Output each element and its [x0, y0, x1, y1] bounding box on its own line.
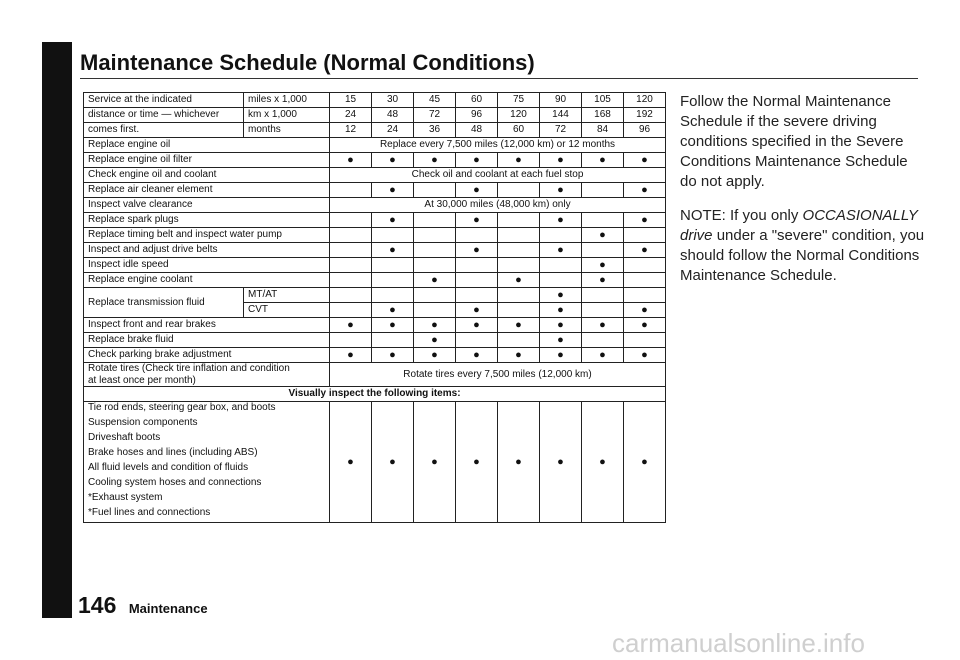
mark-cell: [330, 318, 372, 333]
item-label: Replace timing belt and inspect water pump: [84, 228, 330, 243]
mark-cell: [582, 258, 624, 273]
mark-cell: [330, 348, 372, 363]
service-dot: ●: [641, 183, 648, 196]
mark-cell: [372, 273, 414, 288]
watermark: carmanualsonline.info: [612, 628, 865, 658]
mark-cell: [372, 303, 414, 318]
table-row: [84, 402, 666, 523]
service-dot: ●: [389, 318, 396, 331]
mark-cell: [498, 243, 540, 258]
header-row: [84, 108, 666, 123]
mark-cell: [330, 273, 372, 288]
miles-interval: 75: [498, 93, 540, 108]
mark-cell: [414, 273, 456, 288]
item-label: Replace spark plugs: [84, 213, 330, 228]
mark-cell: [582, 402, 624, 523]
miles-interval: 120: [624, 93, 666, 108]
mark-cell: [540, 273, 582, 288]
mark-cell: [372, 348, 414, 363]
months-interval: 84: [582, 123, 624, 138]
table-row: [84, 168, 666, 183]
service-dot: ●: [515, 273, 522, 286]
mark-cell: [624, 243, 666, 258]
title-rule: [80, 78, 918, 79]
service-dot: ●: [347, 318, 354, 331]
mark-cell: [624, 333, 666, 348]
service-dot: ●: [557, 288, 564, 301]
service-dot: ●: [389, 183, 396, 196]
mark-cell: [414, 318, 456, 333]
item-label: Replace brake fluid: [84, 333, 330, 348]
mark-cell: [330, 303, 372, 318]
months-interval: 60: [498, 123, 540, 138]
service-dot: ●: [557, 333, 564, 346]
mark-cell: [498, 303, 540, 318]
mark-cell: [498, 333, 540, 348]
service-dot: ●: [641, 243, 648, 256]
mark-cell: [582, 303, 624, 318]
mark-cell: [582, 243, 624, 258]
mark-cell: [540, 333, 582, 348]
mark-cell: [330, 183, 372, 198]
mark-cell: [330, 258, 372, 273]
mark-cell: [414, 153, 456, 168]
service-dot: ●: [431, 333, 438, 346]
list-item: *Fuel lines and connections: [88, 507, 211, 518]
miles-interval: 90: [540, 93, 582, 108]
mark-cell: [330, 402, 372, 523]
service-dot: ●: [599, 153, 606, 166]
mark-cell: [414, 183, 456, 198]
mark-cell: [624, 213, 666, 228]
mark-cell: [372, 258, 414, 273]
service-dot: ●: [641, 303, 648, 316]
visual-heading: Visually inspect the following items:: [84, 387, 666, 402]
service-dot: ●: [389, 243, 396, 256]
service-dot: ●: [431, 348, 438, 361]
service-dot: ●: [389, 348, 396, 361]
mark-cell: [498, 258, 540, 273]
months-interval: 96: [624, 123, 666, 138]
item-label: Inspect valve clearance: [84, 198, 330, 213]
mark-cell: [498, 288, 540, 303]
mark-cell: [456, 348, 498, 363]
sub-label: MT/AT: [244, 288, 330, 303]
service-label: comes first.: [84, 123, 244, 138]
mark-cell: [540, 303, 582, 318]
service-dot: ●: [599, 273, 606, 286]
service-dot: ●: [599, 258, 606, 271]
service-dot: ●: [515, 348, 522, 361]
mark-cell: [624, 258, 666, 273]
unit-label: months: [244, 123, 330, 138]
service-dot: ●: [641, 213, 648, 226]
mark-cell: [414, 243, 456, 258]
service-dot: ●: [389, 303, 396, 316]
item-note: Rotate tires every 7,500 miles (12,000 km): [330, 363, 666, 387]
mark-cell: [456, 288, 498, 303]
km-interval: 168: [582, 108, 624, 123]
service-dot: ●: [557, 303, 564, 316]
service-dot: ●: [431, 153, 438, 166]
section-heading-row: [84, 387, 666, 402]
service-dot: ●: [557, 348, 564, 361]
service-dot: ●: [473, 213, 480, 226]
item-label: Replace engine oil: [84, 138, 330, 153]
item-label-line: Rotate tires (Check tire inflation and condition: [88, 363, 290, 374]
mark-cell: [372, 333, 414, 348]
mark-cell: [624, 303, 666, 318]
service-dot: ●: [557, 153, 564, 166]
mark-cell: [624, 228, 666, 243]
months-interval: 24: [372, 123, 414, 138]
mark-cell: [372, 213, 414, 228]
service-dot: ●: [347, 153, 354, 166]
mark-cell: [582, 183, 624, 198]
service-dot: ●: [473, 243, 480, 256]
mark-cell: [372, 288, 414, 303]
maintenance-table: [83, 92, 666, 523]
mark-cell: [372, 402, 414, 523]
mark-cell: [498, 213, 540, 228]
service-dot: ●: [557, 183, 564, 196]
mark-cell: [456, 213, 498, 228]
table-row: [84, 333, 666, 348]
list-item: Cooling system hoses and connections: [88, 477, 262, 488]
mark-cell: [540, 213, 582, 228]
list-item: Driveshaft boots: [88, 432, 161, 443]
service-label: Service at the indicated: [84, 93, 244, 108]
months-interval: 72: [540, 123, 582, 138]
km-interval: 144: [540, 108, 582, 123]
service-dot: ●: [347, 348, 354, 361]
item-note: Check oil and coolant at each fuel stop: [330, 168, 666, 183]
note-paragraph: Follow the Normal Maintenance Schedule if the severe driving conditions specified in the Severe Conditions Maintenance Schedule do not apply.: [680, 93, 908, 190]
miles-interval: 60: [456, 93, 498, 108]
mark-cell: [498, 183, 540, 198]
table-row: [84, 198, 666, 213]
list-item: *Exhaust system: [88, 492, 163, 503]
mark-cell: [414, 258, 456, 273]
mark-cell: [456, 318, 498, 333]
table-row: [84, 213, 666, 228]
list-item: Brake hoses and lines (including ABS): [88, 447, 258, 458]
mark-cell: [540, 318, 582, 333]
item-note: Replace every 7,500 miles (12,000 km) or 12 months: [330, 138, 666, 153]
service-dot: ●: [557, 243, 564, 256]
service-dot: ●: [515, 318, 522, 331]
page-title: Maintenance Schedule (Normal Conditions): [80, 50, 535, 75]
service-dot: ●: [641, 348, 648, 361]
note-emphasis: OCCASIONALLY drive: [680, 207, 918, 244]
visual-items: [84, 402, 330, 523]
table-row: [84, 348, 666, 363]
mark-cell: [540, 348, 582, 363]
service-dot: ●: [389, 153, 396, 166]
mark-cell: [624, 348, 666, 363]
mark-cell: [456, 228, 498, 243]
note-prefix: NOTE: If you only: [680, 207, 799, 224]
service-dot: ●: [431, 455, 438, 468]
table-row: [84, 363, 666, 387]
km-interval: 96: [456, 108, 498, 123]
km-interval: 192: [624, 108, 666, 123]
note-paragraph-2: [680, 206, 925, 286]
item-label: Inspect and adjust drive belts: [84, 243, 330, 258]
header-row: [84, 93, 666, 108]
table-row: [84, 228, 666, 243]
service-label: distance or time — whichever: [84, 108, 244, 123]
service-dot: ●: [389, 213, 396, 226]
mark-cell: [414, 228, 456, 243]
mark-cell: [456, 243, 498, 258]
mark-cell: [456, 258, 498, 273]
months-interval: 36: [414, 123, 456, 138]
mark-cell: [582, 228, 624, 243]
km-interval: 120: [498, 108, 540, 123]
item-label: Replace engine coolant: [84, 273, 330, 288]
mark-cell: [624, 318, 666, 333]
unit-label: km x 1,000: [244, 108, 330, 123]
mark-cell: [330, 333, 372, 348]
mark-cell: [498, 348, 540, 363]
item-label: Check engine oil and coolant: [84, 168, 330, 183]
mark-cell: [372, 243, 414, 258]
item-label: Replace engine oil filter: [84, 153, 330, 168]
mark-cell: [540, 243, 582, 258]
mark-cell: [498, 273, 540, 288]
service-dot: ●: [389, 455, 396, 468]
mark-cell: [330, 288, 372, 303]
mark-cell: [456, 183, 498, 198]
table-row: [84, 153, 666, 168]
mark-cell: [582, 318, 624, 333]
service-dot: ●: [431, 318, 438, 331]
table-row: [84, 243, 666, 258]
mark-cell: [582, 273, 624, 288]
table-row: [84, 288, 666, 303]
miles-interval: 45: [414, 93, 456, 108]
mark-cell: [498, 402, 540, 523]
page-footer: [78, 592, 208, 619]
service-dot: ●: [473, 153, 480, 166]
service-dot: ●: [599, 455, 606, 468]
service-dot: ●: [347, 455, 354, 468]
mark-cell: [582, 348, 624, 363]
service-dot: ●: [557, 318, 564, 331]
service-dot: ●: [473, 455, 480, 468]
service-dot: ●: [641, 455, 648, 468]
item-note: At 30,000 miles (48,000 km) only: [330, 198, 666, 213]
mark-cell: [372, 183, 414, 198]
item-label: Inspect idle speed: [84, 258, 330, 273]
unit-label: miles x 1,000: [244, 93, 330, 108]
table-row: [84, 183, 666, 198]
list-item: Tie rod ends, steering gear box, and boots: [88, 402, 276, 413]
item-label: Inspect front and rear brakes: [84, 318, 330, 333]
mark-cell: [330, 228, 372, 243]
mark-cell: [372, 228, 414, 243]
mark-cell: [540, 228, 582, 243]
km-interval: 24: [330, 108, 372, 123]
mark-cell: [456, 402, 498, 523]
mark-cell: [624, 183, 666, 198]
miles-interval: 15: [330, 93, 372, 108]
mark-cell: [624, 153, 666, 168]
service-dot: ●: [431, 273, 438, 286]
mark-cell: [624, 288, 666, 303]
mark-cell: [540, 288, 582, 303]
km-interval: 48: [372, 108, 414, 123]
service-dot: ●: [473, 318, 480, 331]
mark-cell: [624, 273, 666, 288]
page-number: 146: [78, 592, 117, 618]
mark-cell: [456, 273, 498, 288]
service-dot: ●: [473, 348, 480, 361]
mark-cell: [414, 303, 456, 318]
months-interval: 48: [456, 123, 498, 138]
mark-cell: [582, 153, 624, 168]
mark-cell: [540, 183, 582, 198]
item-label-line: at least once per month): [88, 374, 196, 386]
mark-cell: [414, 348, 456, 363]
mark-cell: [498, 153, 540, 168]
item-label: [84, 363, 330, 387]
mark-cell: [330, 213, 372, 228]
item-label: Check parking brake adjustment: [84, 348, 330, 363]
service-dot: ●: [641, 318, 648, 331]
service-dot: ●: [515, 455, 522, 468]
side-label: MAINTENANCE SCHEDULE: [90, 183, 108, 561]
mark-cell: [456, 153, 498, 168]
mark-cell: [372, 318, 414, 333]
footer-label: Maintenance: [128, 601, 208, 616]
service-dot: ●: [473, 303, 480, 316]
miles-interval: 30: [372, 93, 414, 108]
km-interval: 72: [414, 108, 456, 123]
mark-cell: [582, 213, 624, 228]
mark-cell: [414, 288, 456, 303]
table-row: [84, 258, 666, 273]
note-suffix: under a "severe" condition, you should follow the Normal Conditions Maintenance Schedule.: [680, 227, 925, 284]
service-dot: ●: [641, 153, 648, 166]
mark-cell: [582, 333, 624, 348]
service-dot: ●: [557, 455, 564, 468]
mark-cell: [414, 402, 456, 523]
list-item: All fluid levels and condition of fluids: [88, 462, 249, 473]
mark-cell: [330, 243, 372, 258]
mark-cell: [582, 288, 624, 303]
item-label: Replace air cleaner element: [84, 183, 330, 198]
mark-cell: [540, 153, 582, 168]
service-dot: ●: [599, 348, 606, 361]
months-interval: 12: [330, 123, 372, 138]
mark-cell: [498, 318, 540, 333]
list-item: Suspension components: [88, 417, 198, 428]
mark-cell: [456, 303, 498, 318]
mark-cell: [624, 402, 666, 523]
mark-cell: [414, 333, 456, 348]
sub-label: CVT: [244, 303, 330, 318]
miles-interval: 105: [582, 93, 624, 108]
mark-cell: [414, 213, 456, 228]
mark-cell: [540, 258, 582, 273]
header-row: [84, 123, 666, 138]
service-dot: ●: [515, 153, 522, 166]
mark-cell: [456, 333, 498, 348]
service-dot: ●: [473, 183, 480, 196]
table-row: [84, 138, 666, 153]
mark-cell: [498, 228, 540, 243]
service-dot: ●: [599, 318, 606, 331]
mark-cell: [372, 153, 414, 168]
item-label: Replace transmission fluid: [84, 288, 244, 318]
notes-block: [680, 92, 925, 300]
service-dot: ●: [557, 213, 564, 226]
mark-cell: [330, 153, 372, 168]
mark-cell: [540, 402, 582, 523]
service-dot: ●: [599, 228, 606, 241]
table-row: [84, 318, 666, 333]
table-row: [84, 273, 666, 288]
